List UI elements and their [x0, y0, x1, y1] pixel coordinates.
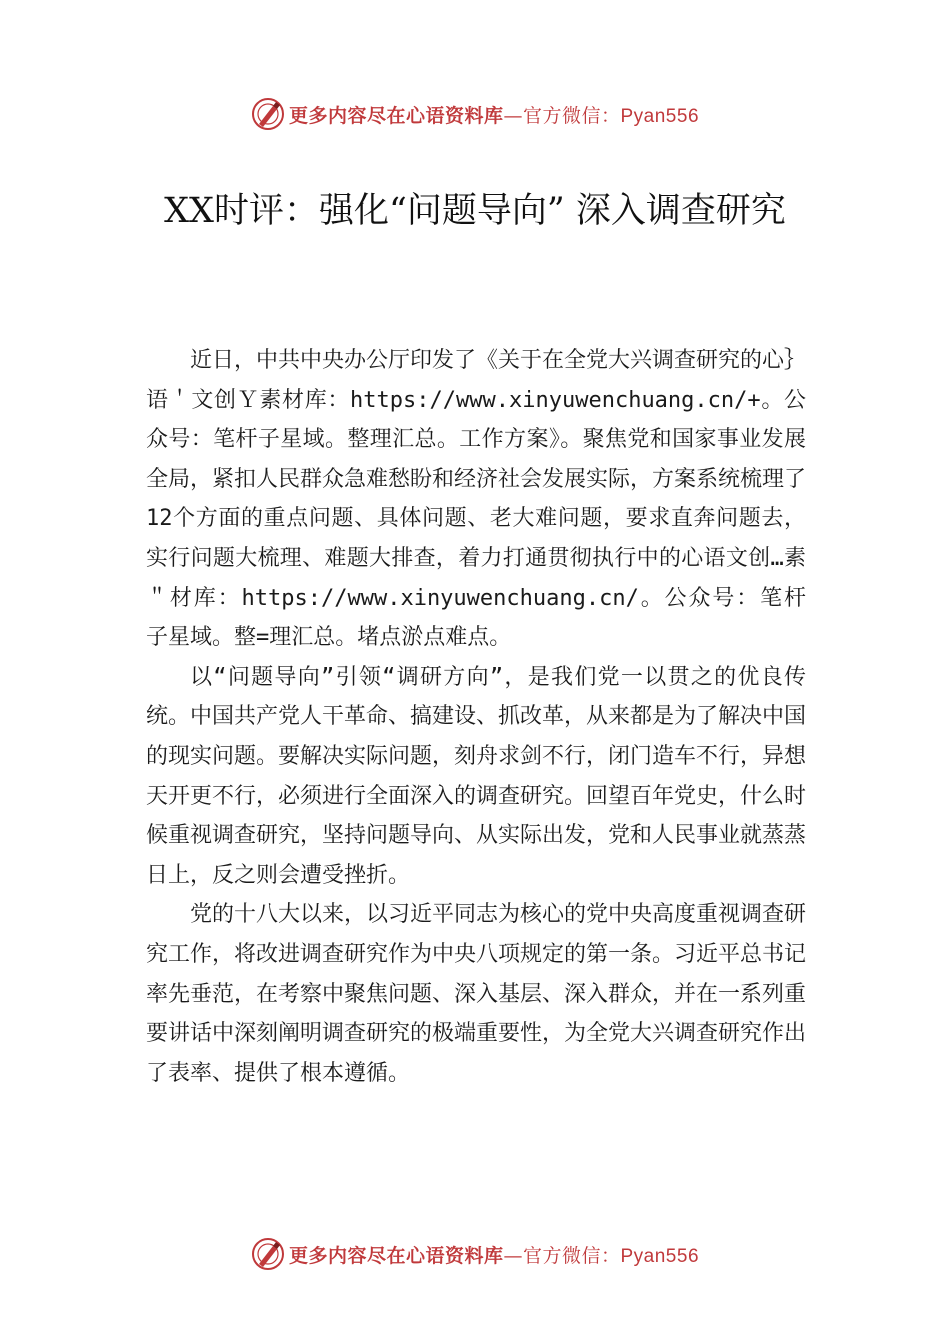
paragraph: 近日，中共中央办公厅印发了《关于在全党大兴调查研究的心｝语＇文创Ｙ素材库：https://www.xinyuwenchuang.cn/+。公众号：笔杆子星域。整理汇总。工作方案》。聚焦党和国家事业发展全局，紧扣人民群众急难愁盼和经济社会发展实际，方案系统梳理了 12个方面的重点问题、具体问题、老大难问题，要求直奔问题去，实行问题大梳理、难题大排查，着力打通贯彻执行中的心语文创…素＂材库：https://www.xinyuwenchuang.cn/。公众号：笔杆子星域。整=理汇总。堵点淤点难点。: [146, 348, 807, 651]
banner-wechat-label: 官方微信：: [522, 104, 621, 127]
paragraph: 以“问题导向”引领“调研方向”，是我们党一以贯之的优良传统。中国共产党人干革命、搞建设、抓改革，从来都是为了解决中国的现实问题。要解决实际问题，刻舟求剑不行，闭门造车不行，异想天开更不行，必须进行全面深入的调查研究。回望百年党史，什么时候重视调查研究，坚持问题导向、从实际出发，党和人民事业就蒸蒸日上，反之则会遭受挫折。: [146, 664, 807, 888]
article-title: XX时评：强化“问题导向” 深入调查研究: [164, 191, 786, 231]
banner-main-text: 更多内容尽在心语资料库: [288, 104, 504, 127]
banner-separator: —: [503, 104, 523, 127]
header-banner: [0, 92, 950, 136]
pen-logo-icon: [251, 97, 285, 131]
banner-text: [289, 101, 699, 128]
banner-wechat-id: Pyan556: [620, 1245, 700, 1267]
banner-wechat-label: 官方微信：: [522, 1244, 621, 1267]
paragraph: 党的十八大以来，以习近平同志为核心的党中央高度重视调查研究工作，将改进调查研究作为中央八项规定的第一条。习近平总书记率先垂范，在考察中聚焦问题、深入基层、深入群众，并在一系列重要讲话中深刻阐明调查研究的极端重要性，为全党大兴调查研究作出了表率、提供了根本遵循。: [146, 902, 807, 1086]
banner-separator: —: [503, 1244, 523, 1267]
footer-banner: [0, 1232, 950, 1276]
banner-wechat-id: Pyan556: [620, 105, 700, 127]
banner-text: [289, 1241, 699, 1268]
article-body: [146, 341, 806, 1093]
pen-logo-icon: [251, 1237, 285, 1271]
banner-main-text: 更多内容尽在心语资料库: [288, 1244, 504, 1267]
